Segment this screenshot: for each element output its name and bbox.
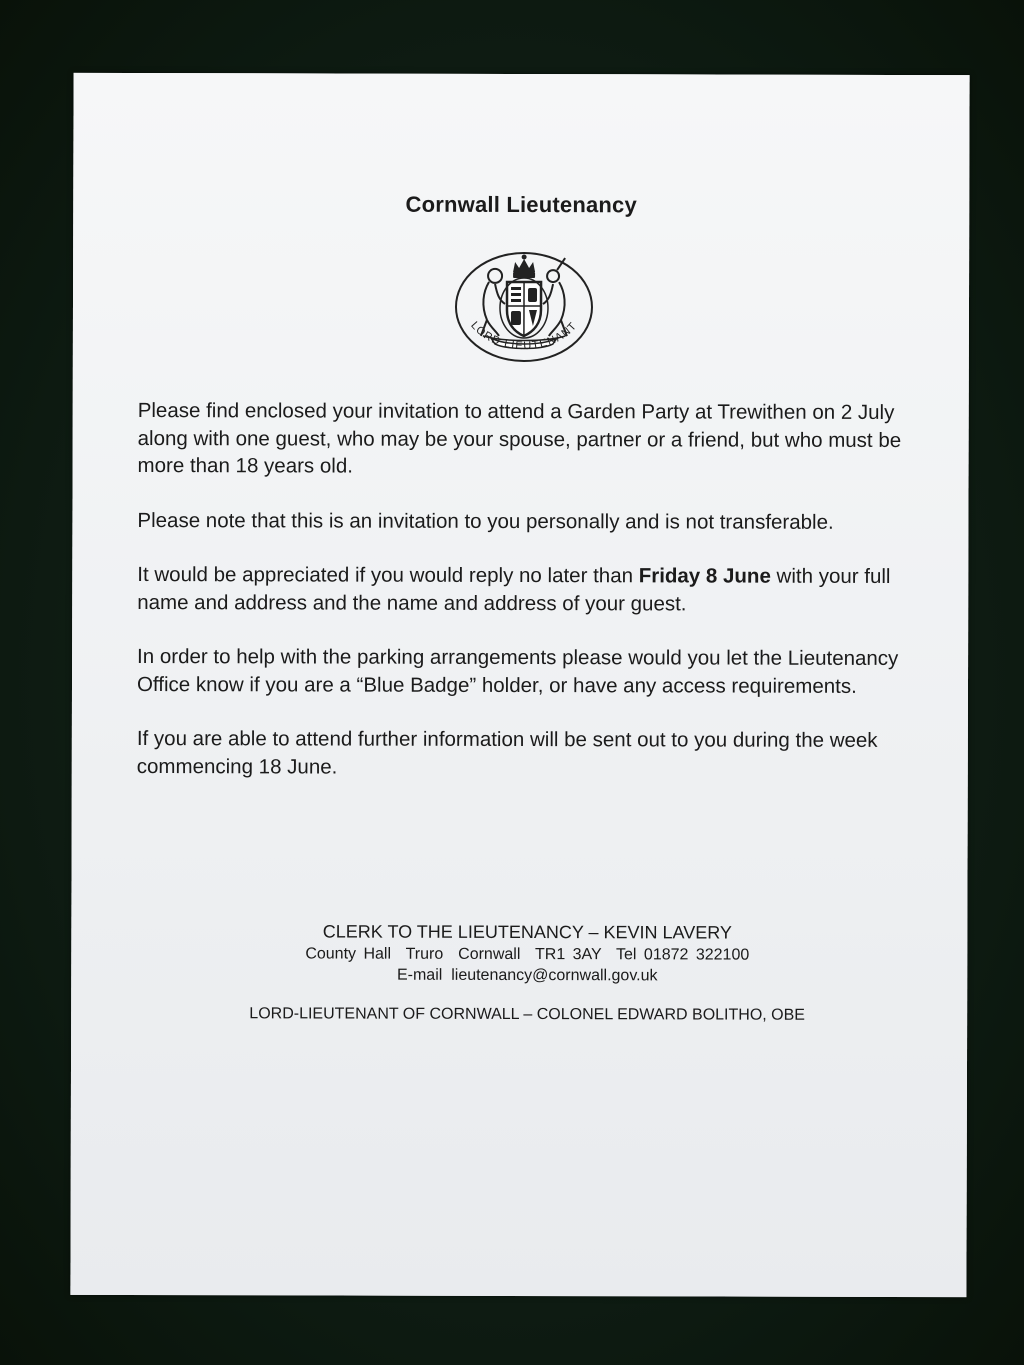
letter-sheet [70, 73, 969, 1297]
letter-heading: Cornwall Lieutenancy [405, 191, 637, 218]
paragraph-further-info: If you are able to attend further information will be sent out to you during the week commencing 18 June. [136, 726, 878, 779]
clerk-contact-block [71, 919, 983, 987]
seal-ring-text: LORD LIEUTENANT [468, 319, 580, 353]
reply-text-after: with your full name and address and the name and address of your guest. [137, 564, 891, 615]
reply-deadline-date: Friday 8 June [638, 564, 771, 588]
paragraph-invitation: Please find enclosed your invitation to attend a Garden Party at Trewithen on 2 July along with one guest, who may be your spouse, partner or a friend, but who must be more than 18 years old. [137, 398, 902, 478]
clerk-title: CLERK TO THE LIEUTENANCY – KEVIN LAVERY [322, 921, 732, 943]
royal-coat-of-arms-seal-icon [453, 250, 595, 370]
clerk-email: E-mail lieutenancy@cornwall.gov.uk [396, 966, 658, 985]
letter-body [137, 397, 918, 809]
paragraph-not-transferable: Please note that this is an invitation to you personally and is not transferable. [137, 508, 834, 534]
paragraph-parking: In order to help with the parking arrangements please would you let the Lieutenancy Office know if you are a “Blue Badge” holder, or have any access requirements. [136, 644, 899, 698]
paragraph-reply-deadline [137, 561, 917, 618]
reply-text-before: It would be appreciated if you would reply no later than [137, 562, 639, 588]
clerk-address: County Hall Truro Cornwall TR1 3AY Tel 01872 322100 [305, 945, 750, 964]
lord-lieutenant-line: LORD-LIEUTENANT OF CORNWALL – COLONEL EDWARD BOLITHO, OBE [249, 1005, 805, 1024]
